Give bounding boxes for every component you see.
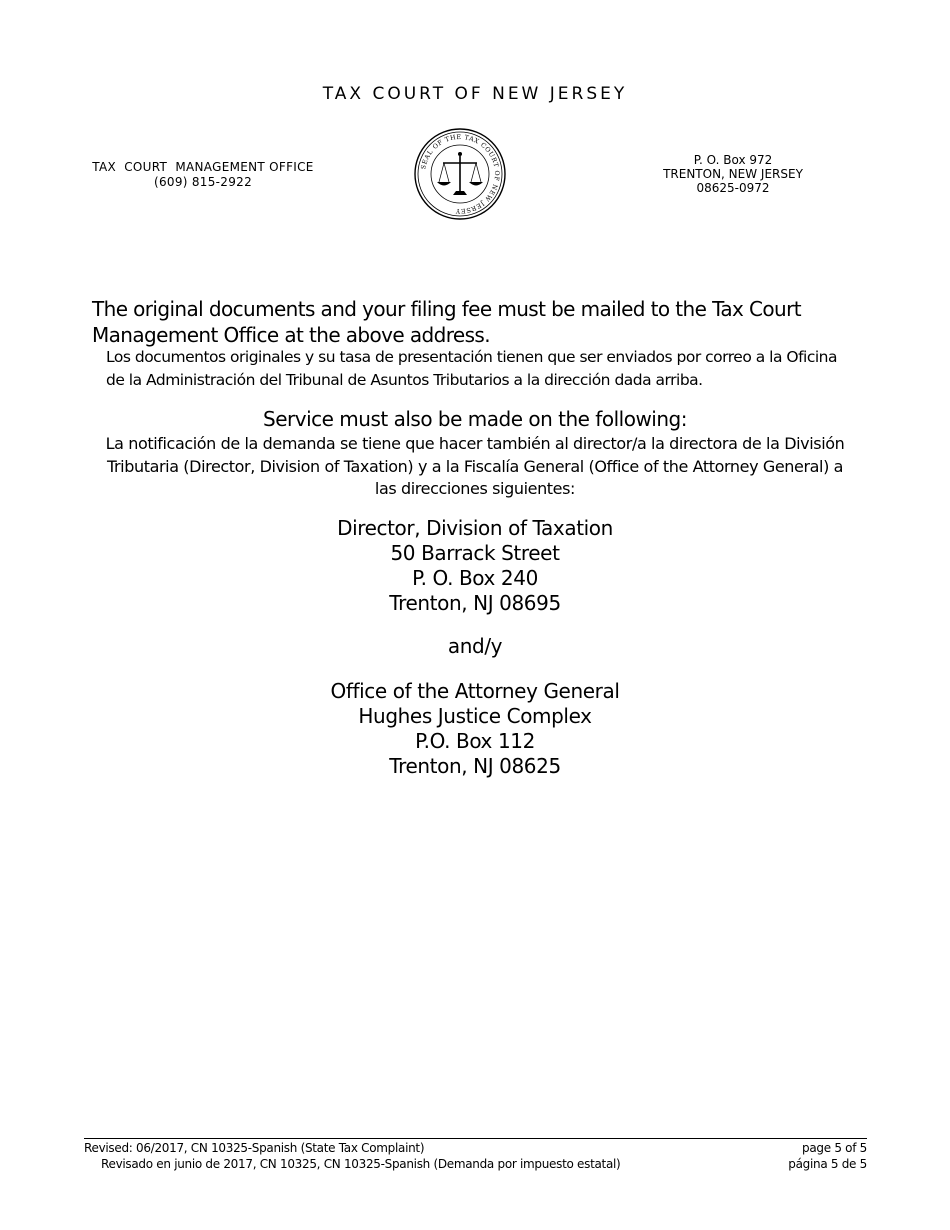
svg-text:SEAL OF THE TAX COURT OF NEW J: SEAL OF THE TAX COURT OF NEW JERSEY — [420, 133, 501, 215]
mail-notice-spanish-line: de la Administración del Tribunal de Asuntos Tributarios a la dirección dada arriba. — [106, 371, 703, 389]
address-line: Director, Division of Taxation — [337, 516, 613, 540]
service-notice-spanish-line: Tributaria (Director, Division of Taxation) y a la Fiscalía General (Office of the Attorney General) a — [106, 456, 844, 476]
zip-code: 08625-0972 — [696, 181, 770, 195]
service-notice-spanish — [92, 433, 858, 501]
address-line: Trenton, NJ 08695 — [389, 591, 561, 615]
service-notice-spanish-line: las direcciones siguientes: — [374, 479, 576, 498]
address-line: P. O. Box 240 — [412, 566, 538, 590]
page-number — [788, 1141, 867, 1172]
revision-english: Revised: 06/2017, CN 10325-Spanish (State Tax Complaint) — [84, 1141, 425, 1155]
city-state: TRENTON, NEW JERSEY — [663, 167, 803, 181]
mailing-address-block — [640, 153, 826, 195]
mail-notice-english — [92, 296, 872, 348]
address-line: Office of the Attorney General — [330, 679, 620, 703]
address-line: 50 Barrack Street — [390, 541, 560, 565]
service-heading-english: Service must also be made on the following: — [263, 407, 687, 431]
po-box: P. O. Box 972 — [693, 153, 773, 167]
page-number-spanish: página 5 de 5 — [788, 1156, 867, 1171]
mail-notice-english-line: Management Office at the above address. — [92, 323, 490, 347]
address-line: P.O. Box 112 — [415, 729, 535, 753]
mail-notice-spanish — [106, 346, 866, 392]
revision-spanish: Revisado en junio de 2017, CN 10325, CN 10325-Spanish (Demanda por impuesto estatal) — [101, 1156, 621, 1171]
office-phone: (609) 815-2922 — [153, 175, 253, 189]
office-name: TAX COURT MANAGEMENT OFFICE — [92, 160, 314, 174]
court-seal-icon — [413, 127, 507, 221]
attorney-general-address — [0, 679, 950, 779]
management-office-block — [88, 160, 318, 190]
court-title: TAX COURT OF NEW JERSEY — [322, 84, 628, 104]
revision-info — [84, 1141, 620, 1172]
conjunction: and/y — [447, 634, 503, 658]
footer-divider — [84, 1138, 867, 1139]
page-number-english: page 5 of 5 — [802, 1141, 867, 1155]
division-of-taxation-address — [0, 516, 950, 616]
mail-notice-spanish-line: Los documentos originales y su tasa de presentación tienen que ser enviados por correo a la Oficina — [106, 348, 838, 366]
mail-notice-english-line: The original documents and your filing fee must be mailed to the Tax Court — [92, 297, 801, 321]
service-notice-spanish-line: La notificación de la demanda se tiene que hacer también al director/a la directora de la División — [105, 434, 845, 453]
address-line: Hughes Justice Complex — [358, 704, 592, 728]
address-line: Trenton, NJ 08625 — [389, 754, 561, 778]
